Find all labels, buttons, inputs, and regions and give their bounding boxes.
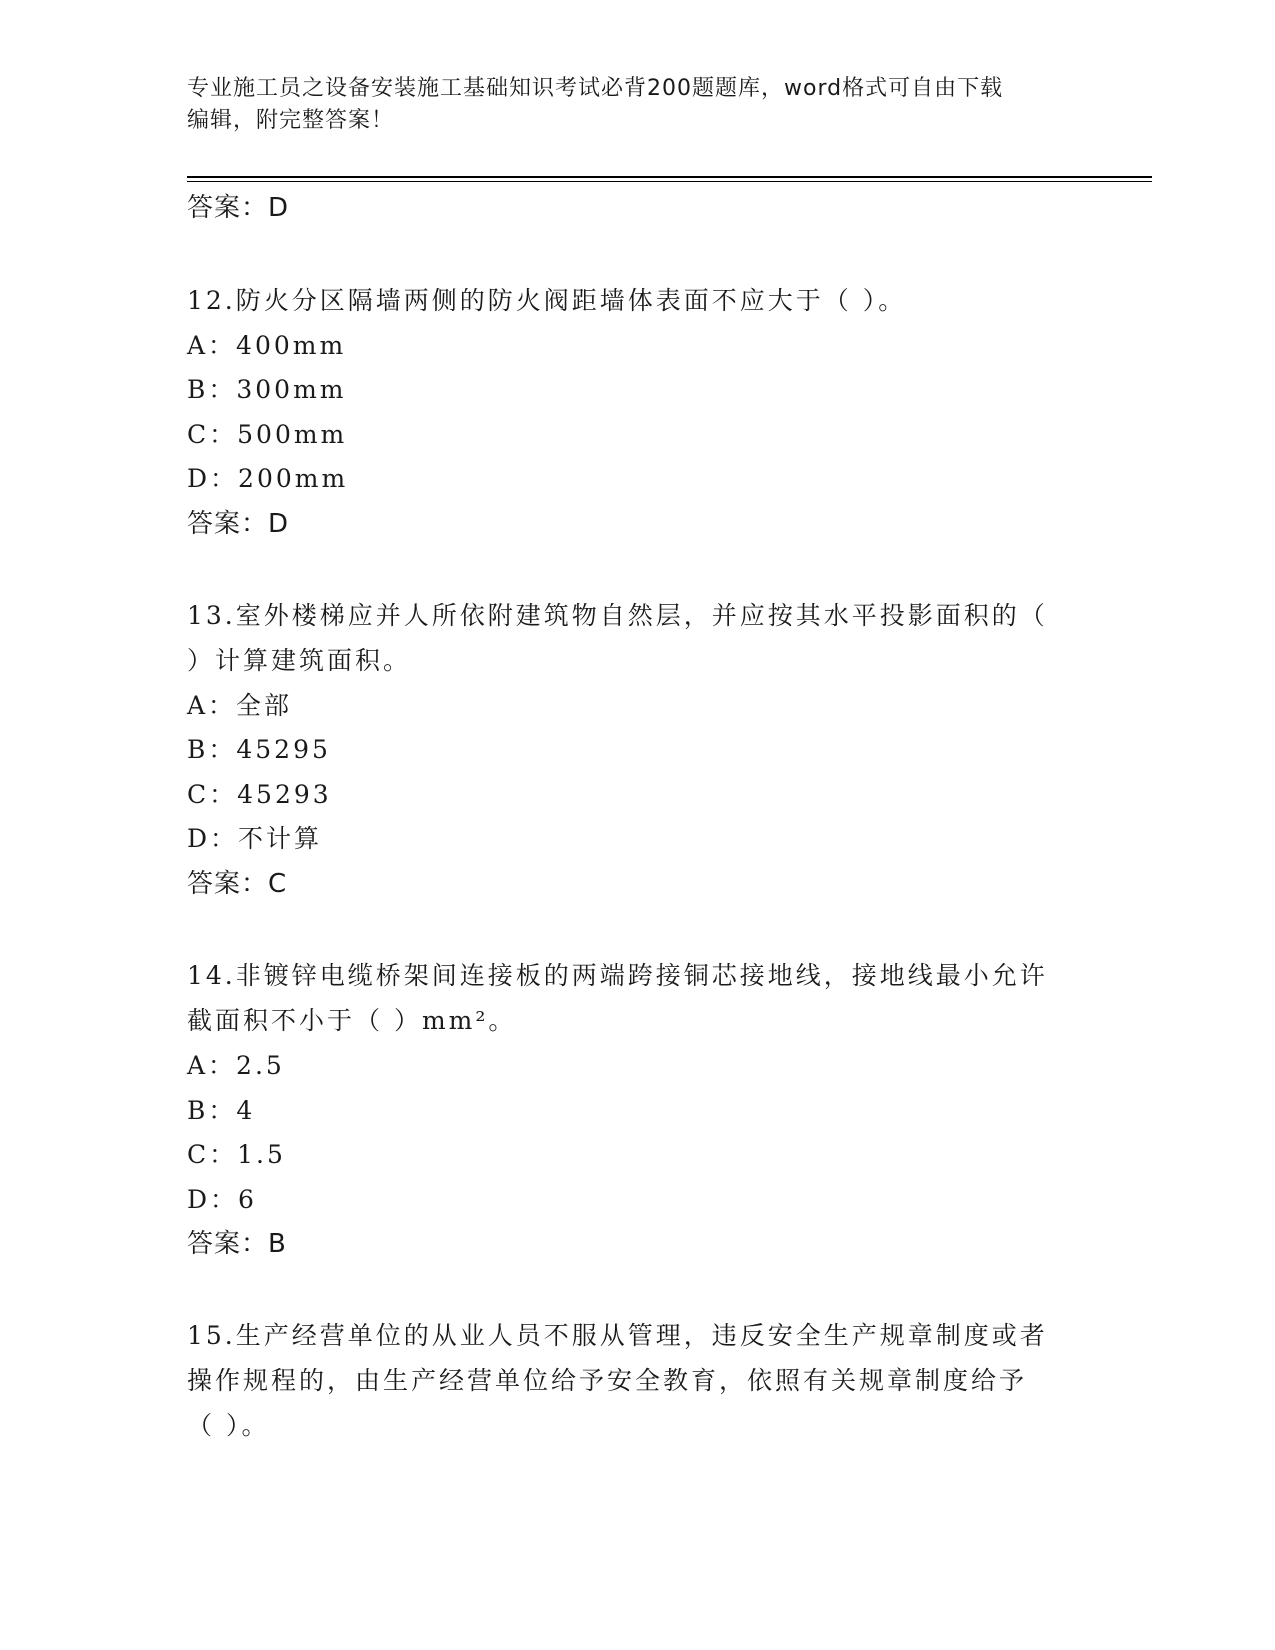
header-rule-thick bbox=[187, 176, 1152, 178]
header-line-2: 编辑，附完整答案！ bbox=[187, 108, 395, 133]
q14-option-b: B：4 bbox=[187, 1096, 256, 1125]
q13-option-a: A：全部 bbox=[187, 691, 293, 720]
q15-stem-line-2: 操作规程的，由生产经营单位给予安全教育，依照有关规章制度给予 bbox=[187, 1366, 1028, 1395]
q15-stem-line-1: 15.生产经营单位的从业人员不服从管理，违反安全生产规章制度或者 bbox=[187, 1321, 1048, 1350]
q12-option-c: C：500mm bbox=[187, 420, 348, 449]
q14-option-a: A：2.5 bbox=[187, 1051, 285, 1080]
q12-option-a: A：400mm bbox=[187, 331, 347, 360]
q15-stem-line-3: （ ）。 bbox=[187, 1411, 270, 1440]
q13-stem-line-1: 13.室外楼梯应并人所依附建筑物自然层，并应按其水平投影面积的（ bbox=[187, 601, 1048, 630]
answer-11: 答案：D bbox=[187, 193, 290, 223]
q12-option-d: D：200mm bbox=[187, 464, 349, 493]
q13-option-b: B：45295 bbox=[187, 735, 331, 764]
q14-option-c: C：1.5 bbox=[187, 1140, 286, 1169]
q14-stem-line-2: 截面积不小于（ ）mm²。 bbox=[187, 1006, 517, 1035]
answer-13: 答案：C bbox=[187, 869, 288, 899]
q13-stem-line-2: ）计算建筑面积。 bbox=[187, 646, 412, 675]
answer-14: 答案：B bbox=[187, 1229, 287, 1259]
q14-stem-line-1: 14.非镀锌电缆桥架间连接板的两端跨接铜芯接地线，接地线最小允许 bbox=[187, 961, 1048, 990]
answer-12: 答案：D bbox=[187, 509, 290, 539]
document-header bbox=[187, 73, 1067, 137]
q14-option-d: D：6 bbox=[187, 1185, 257, 1214]
q13-option-d: D：不计算 bbox=[187, 824, 323, 853]
header-line-1: 专业施工员之设备安装施工基础知识考试必背200题题库，word格式可自由下载 bbox=[187, 76, 1004, 101]
q12-option-b: B：300mm bbox=[187, 375, 347, 404]
q12-stem: 12.防火分区隔墙两侧的防火阀距墙体表面不应大于（ ）。 bbox=[187, 286, 907, 315]
header-rule-thin bbox=[187, 181, 1152, 182]
q13-option-c: C：45293 bbox=[187, 780, 332, 809]
